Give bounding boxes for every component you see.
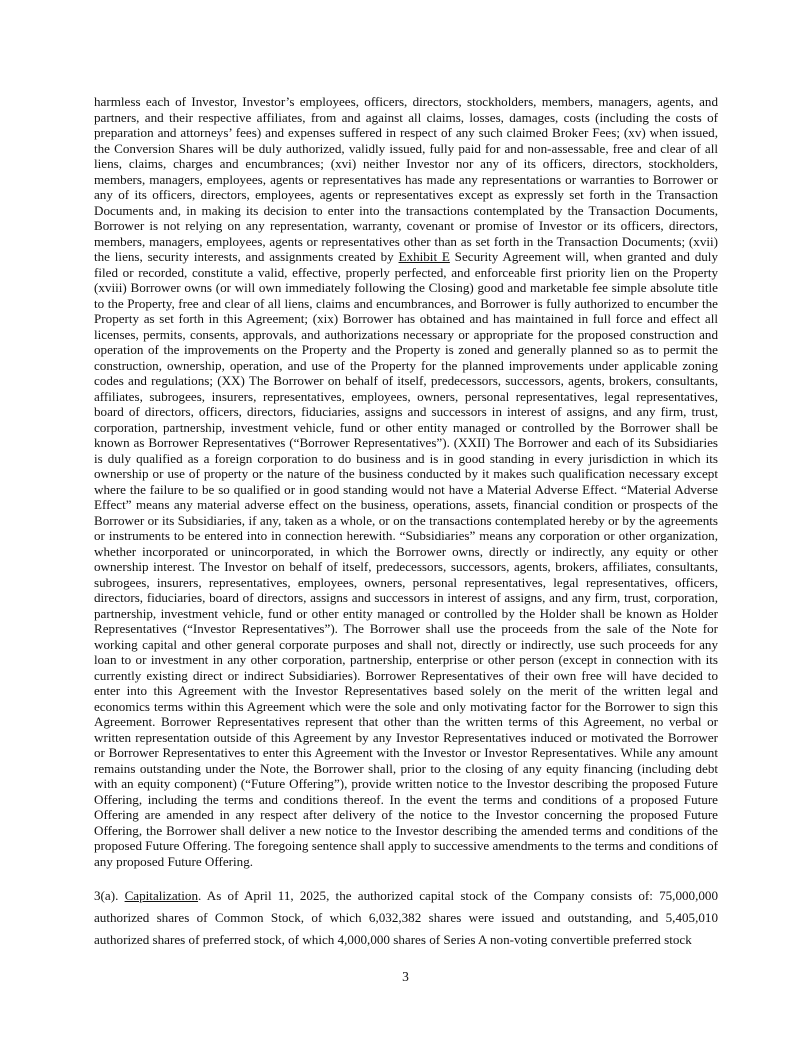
- capitalization-body: . As of April 11, 2025, the authorized capital stock of the Company consists of: 75,000,000 authorized shares of Common Stock, of which 6,032,382 shares were issued and outstanding, and 5,405,010 authorized shares of preferred stock, of which 4,000,000 shares of Series A non-voting convertible preferred stock: [94, 888, 718, 947]
- paragraph-text-part-a: harmless each of Investor, Investor’s employees, officers, directors, stockholders, members, managers, agents, and partners, and their respective affiliates, from and against all claims, losses, damages, costs (including the costs of preparation and attorneys’ fees) and expenses suffered in respect of any such claimed Broker Fees; (xv) when issued, the Conversion Shares will be duly authorized, validly issued, fully paid for and non-assessable, free and clear of all liens, claims, charges and encumbrances; (xvi) neither Investor nor any of its officers, directors, stockholders, members, managers, employees, agents or representatives has made any representations or warranties to Borrower or any of its officers, directors, employees, agents or representatives except as expressly set forth in the Transaction Documents and, in making its decision to enter into the transactions contemplated by the Transaction Documents, Borrower is not relying on any representation, warranty, covenant or promise of Investor or its officers, directors, members, managers, employees, agents or representatives other than as set forth in the Transaction Documents; (xvii) the liens, security interests, and assignments created by: [94, 94, 718, 264]
- capitalization-paragraph: [94, 885, 718, 951]
- paragraph-text-part-b: Security Agreement will, when granted and duly filed or recorded, constitute a valid, effective, properly perfected, and enforceable first priority lien on the Property (xviii) Borrower owns (or will own immediately following the Closing) good and marketable fee simple absolute title to the Property, free and clear of all liens, claims and encumbrances, and Borrower is fully authorized to encumber the Property as set forth in this Agreement; (xix) Borrower has obtained and has maintained in full force and effect all licenses, permits, consents, approvals, and authorizations necessary or appropriate for the proposed construction and operation of the improvements on the Property and the Property is zoned and generally planned so as to permit the construction, ownership, operation, and use of the Property for the planned improvements under applicable zoning codes and regulations; (XX) The Borrower on behalf of itself, predecessors, successors, agents, brokers, consultants, affiliates, subrogees, insurers, representatives, employees, owners, personal representatives, legal representatives, board of directors, officers, directors, fiduciaries, assigns and successors in interest of assigns, and any firm, trust, corporation, partnership, investment vehicle, fund or other entity managed or controlled by the Borrower shall be known as Borrower Representatives (“Borrower Representatives”). (XXII) The Borrower and each of its Subsidiaries is duly qualified as a foreign corporation to do business and is in good standing in every jurisdiction in which its ownership or use of property or the nature of the business conducted by it makes such qualification necessary except where the failure to be so qualified or in good standing would not have a Material Adverse Effect. “Material Adverse Effect” means any material adverse effect on the business, operations, assets, financial condition or prospects of the Borrower or its Subsidiaries, if any, taken as a whole, or on the transactions contemplated hereby or by the agreements or instruments to be entered into in connection herewith. “Subsidiaries” means any corporation or other organization, whether incorporated or unincorporated, in which the Borrower owns, directly or indirectly, any equity or other ownership interest. The Investor on behalf of itself, predecessors, successors, agents, brokers, affiliates, consultants, subrogees, insurers, representatives, employees, owners, personal representatives, legal representatives, officers, directors, fiduciaries, board of directors, assigns and successors in interest of assigns, and any firm, trust, corporation, partnership, investment vehicle, fund or other entity managed or controlled by the Holder shall be known as Holder Representatives (“Investor Representatives”). The Borrower shall use the proceeds from the sale of the Note for working capital and other general corporate purposes and shall not, directly or indirectly, use such proceeds for any loan to or investment in any other corporation, partnership, enterprise or other person (except in connection with its currently existing direct or indirect Subsidiaries). Borrower Representatives of their own free will have decided to enter into this Agreement with the Investor Representatives based solely on the merit of the written legal and economics terms within this Agreement which were the sole and only motivating factor for the Borrower to sign this Agreement. Borrower Representatives represent that other than the written terms of this Agreement, no verbal or written representation outside of this Agreement by any Investor Representatives induced or motivated the Borrower or Borrower Representatives to enter this Agreement with the Investor or Investor Representatives. While any amount remains outstanding under the Note, the Borrower shall, prior to the closing of any equity financing (including debt with an equity component) (“Future Offering”), provide written notice to the Investor describing the proposed Future Offering, including the terms and conditions thereof. In the event the terms and conditions of a proposed Future Offering are amended in any respect after delivery of the notice to the Investor concerning the proposed Future Offering, the Borrower shall deliver a new notice to the Investor describing the amended terms and conditions of the proposed Future Offering. The foregoing sentence shall apply to successive amendments to the terms and conditions of any proposed Future Offering.: [94, 249, 718, 869]
- section-number: 3(a).: [94, 888, 125, 903]
- representations-paragraph: [94, 94, 718, 869]
- document-page: [94, 94, 718, 951]
- exhibit-e-link[interactable]: Exhibit E: [398, 249, 450, 264]
- page-number: 3: [402, 969, 409, 984]
- section-title-capitalization: Capitalization: [124, 888, 199, 903]
